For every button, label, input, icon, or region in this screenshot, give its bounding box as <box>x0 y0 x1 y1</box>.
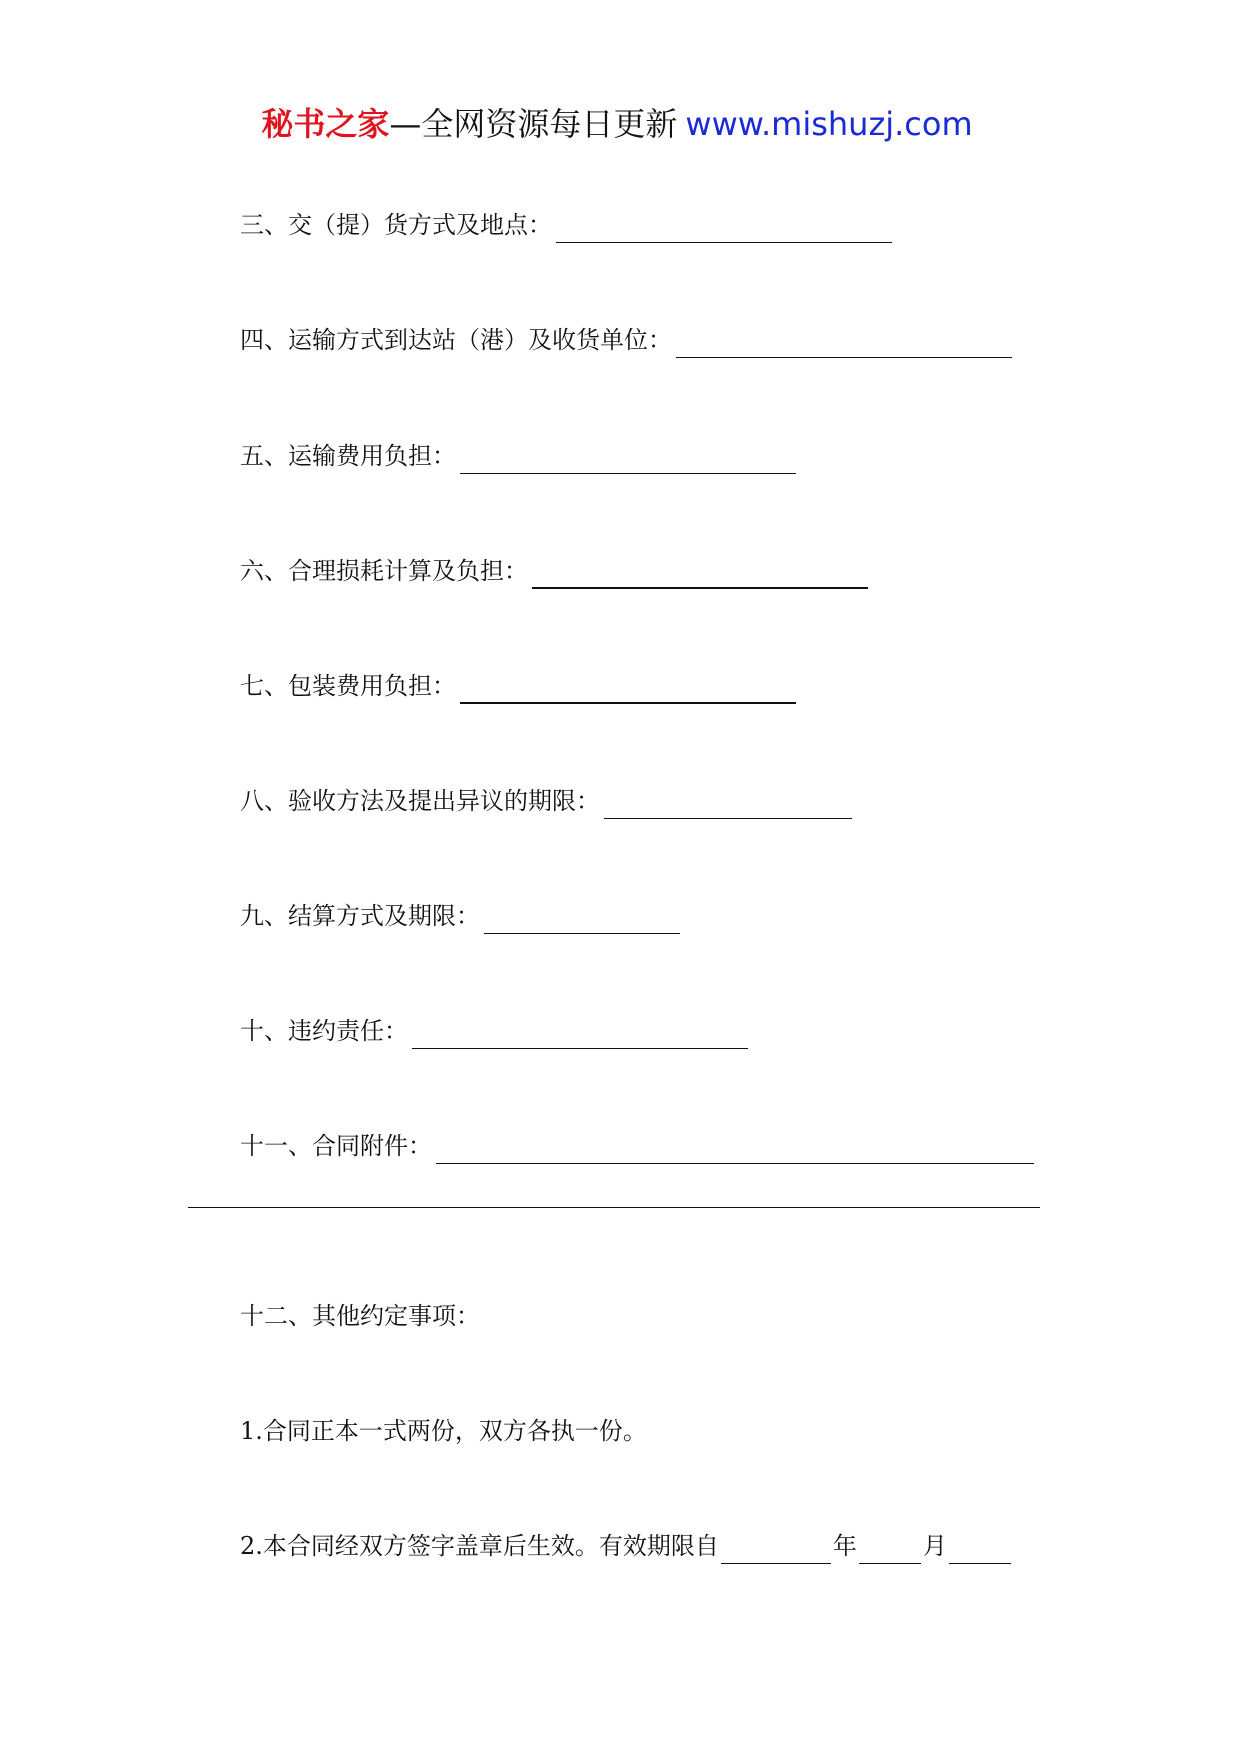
site-slogan: —全网资源每日更新 <box>389 105 678 143</box>
clause-label: 三、交（提）货方式及地点： <box>240 211 552 239</box>
fill-blank[interactable] <box>484 905 680 934</box>
clause-acceptance <box>240 783 852 819</box>
year-label: 年 <box>832 1532 857 1560</box>
term-text: 2.本合同经双方签字盖章后生效。有效期限自 <box>240 1532 719 1560</box>
clause-loss <box>240 553 868 589</box>
clause-liability <box>240 1013 748 1049</box>
fill-blank[interactable] <box>460 445 796 474</box>
clause-label: 五、运输费用负担： <box>240 442 456 470</box>
clause-label: 七、包装费用负担： <box>240 672 456 700</box>
clause-attachments <box>240 1128 1034 1164</box>
site-header <box>0 100 1234 148</box>
clause-label: 十一、合同附件： <box>240 1132 432 1160</box>
clause-transport-cost <box>240 438 796 474</box>
year-blank[interactable] <box>721 1535 831 1564</box>
fill-blank[interactable] <box>556 214 892 243</box>
other-terms-heading <box>240 1298 480 1334</box>
clause-settlement <box>240 898 680 934</box>
other-term-1 <box>240 1413 647 1449</box>
fill-blank-continuation[interactable] <box>188 1207 1040 1208</box>
section-heading: 十二、其他约定事项： <box>240 1302 480 1330</box>
clause-label: 十、违约责任： <box>240 1017 408 1045</box>
site-brand: 秘书之家 <box>261 105 390 143</box>
clause-packaging <box>240 668 796 704</box>
clause-label: 四、运输方式到达站（港）及收货单位： <box>240 326 672 354</box>
fill-blank[interactable] <box>676 329 1012 358</box>
site-url-link[interactable]: www.mishuzj.com <box>685 105 973 143</box>
month-blank[interactable] <box>859 1535 921 1564</box>
fill-blank[interactable] <box>532 559 868 589</box>
fill-blank[interactable] <box>604 790 852 819</box>
day-blank[interactable] <box>949 1535 1011 1564</box>
month-label: 月 <box>922 1532 947 1560</box>
fill-blank[interactable] <box>460 674 796 704</box>
clause-transport <box>240 322 1012 358</box>
fill-blank[interactable] <box>412 1020 748 1049</box>
term-text: 1.合同正本一式两份，双方各执一份。 <box>240 1417 647 1445</box>
clause-label: 九、结算方式及期限： <box>240 902 480 930</box>
clause-label: 六、合理损耗计算及负担： <box>240 557 528 585</box>
other-term-2 <box>240 1528 1013 1564</box>
clause-label: 八、验收方法及提出异议的期限： <box>240 787 600 815</box>
clause-delivery <box>240 207 892 243</box>
fill-blank[interactable] <box>436 1135 1034 1164</box>
